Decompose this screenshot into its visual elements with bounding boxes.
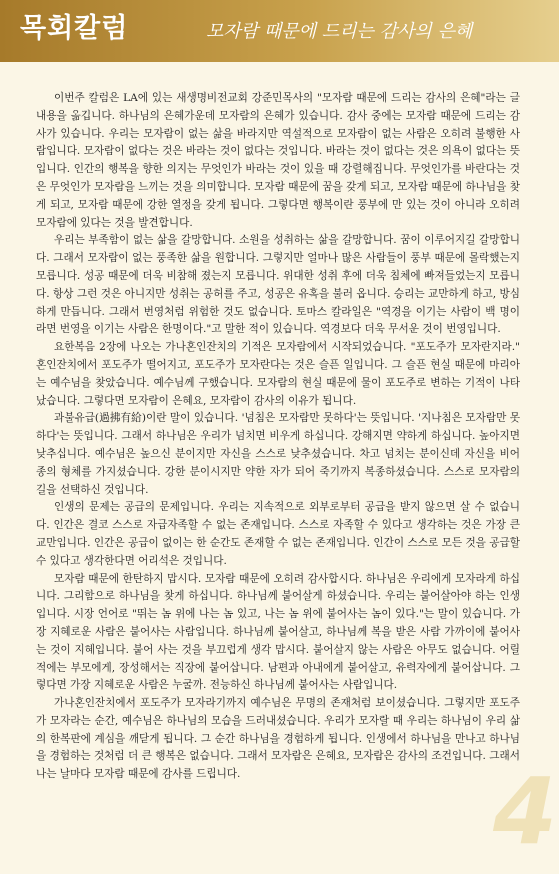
paragraph: 모자람 때문에 한탄하지 맙시다. 모자람 때문에 오히려 감사합시다. 하나님은 우리에게 모자라게 하십니다. 그리함으로 하나님을 찾게 하십니다. 하나님께 붙어살게 하셨습니다. 우리는 붙어살아야 하는 인생입니다. 시장 언어로 "뛰는 놈 위에 나는 놈 있고, 나는 놈 위에 붙어사는 놈이 있다."는 말이 있습니다. 가장 지혜로운 사람은 붙어사는 사람입니다. 하나님께 붙어살고, 하나님께 복을 받은 사람 가까이에 붙어사는 것이 지혜입니다. 붙어 사는 것을 부끄럽게 생각 맙시다. 붙어살지 않는 사람은 아무도 없습니다. 어릴 적에는 부모에게, 장성해서는 직장에 붙어삽니다. 남편과 아내에게 붙어살고, 유력자에게 붙어삽니다. 그렇다면 가장 지혜로운 사람은 누굴까. 전능하신 하나님께 붙어사는 사람입니다. [36, 572, 520, 692]
article-body [36, 90, 520, 784]
paragraph: 인생의 문제는 공급의 문제입니다. 우리는 지속적으로 외부로부터 공급을 받지 않으면 살 수 없습니다. 인간은 결코 스스로 자급자족할 수 없는 존재입니다. 스스로 자족할 수 있다고 생각하는 것은 가장 큰 교만입니다. 인간은 공급이 없이는 한 순간도 존재할 수 없는 존재입니다. 인간이 스스로 모든 것을 공급할 수 있다고 생각한다면 어리석은 것입니다. [36, 501, 520, 567]
article-title: 모자람 때문에 드리는 감사의 은혜 [206, 21, 473, 42]
page-number: 4 [492, 758, 557, 865]
column-title: 목회칼럼 [20, 13, 129, 44]
paragraph: 요한복음 2장에 나오는 가나혼인잔치의 기적은 모자람에서 시작되었습니다. "포도주가 모자란지라." 혼인잔치에서 포도주가 떨어지고, 포도주가 모자란다는 것은 슬픈 일입니다. 그 슬픈 현실 때문에 마리아는 예수님을 찾았습니다. 예수님께 구했습니다. 모자람의 현실 때문에 물이 포도주로 변하는 기적이 나타났습니다. 그렇다면 모자람이 은혜요, 모자람이 감사의 이유가 됩니다. [36, 341, 520, 407]
paragraph: 우리는 부족함이 없는 삶을 갈망합니다. 소원을 성취하는 삶을 갈망합니다. 꿈이 이루어지길 갈망합니다. 그래서 모자람이 없는 풍족한 삶을 원합니다. 그렇지만 얼마나 많은 사람들이 풍부 때문에 몰락했는지 모릅니다. 성공 때문에 더욱 비참해 졌는지 모릅니다. 위대한 성취 후에 더욱 침체에 빠져들었는지 모릅니다. 항상 그런 것은 아니지만 성취는 공허를 주고, 성공은 유혹을 불러 옵니다. 승리는 교만하게 하고, 방심하게 만듭니다. 그래서 번영처럼 위험한 것도 없습니다. 토마스 칼라일은 "역경을 이기는 사람이 백 명이라면 번영을 이기는 사람은 한명이다."고 말한 적이 있습니다. 역경보다 더욱 무서운 것이 번영입니다. [36, 234, 520, 336]
paragraph: 가나혼인잔치에서 포도주가 모자라기까지 예수님은 무명의 존재처럼 보이셨습니다. 그렇지만 포도주가 모자라는 순간, 예수님은 하나님의 모습을 드러내셨습니다. 우리가 모자랄 때 우리는 하나님이 우리 삶의 한복판에 계심을 깨닫게 됩니다. 그 순간 하나님을 경험하게 됩니다. 인생에서 하나님을 만나고 하나님을 경험하는 것처럼 더 큰 행복은 없습니다. 그래서 모자람은 은혜요, 모자람은 감사의 조건입니다. 그래서 나는 날마다 모자람 때문에 감사를 드립니다. [36, 697, 520, 781]
paragraph: 이번주 칼럼은 LA에 있는 새생명비전교회 강준민목사의 "모자람 때문에 드리는 감사의 은혜"라는 글 내용을 옮깁니다. 하나님의 은혜가운데 모자람의 은혜가 있습니다. 감사 중에는 모자람 때문에 드리는 감사가 있습니다. 우리는 모자람이 없는 삶을 바라지만 역설적으로 모자람이 없는 사람은 오히려 불행한 사람입니다. 모자람이 없다는 것은 바라는 것이 없다는 것입니다. 바라는 것이 없다는 것은 의욕이 없다는 뜻입니다. 인간의 행복을 향한 의지는 무엇인가 바라는 것이 있을 때 강렬해집니다. 무엇인가를 바란다는 것은 무엇인가 모자람을 느끼는 것을 의미합니다. 모자람 때문에 꿈을 갖게 되고, 모자람 때문에 하나님을 찾게 되고, 모자람 때문에 강한 열정을 갖게 됩니다. 그렇다면 행복이란 풍부에 만 있는 것이 아니라 오히려 모자람에 있다는 것을 발견합니다. [36, 92, 520, 229]
paragraph: 과불유급(過拂有給)이란 말이 있습니다. '넘침은 모자람만 못하다'는 뜻입니다. '지나침은 모자람만 못하다'는 뜻입니다. 그래서 하나님은 우리가 넘치면 비우게 하십니다. 강해지면 약하게 하십니다. 높아지면 낮추십니다. 예수님은 높으신 분이지만 자신을 스스로 낮추셨습니다. 차고 넘치는 분이신데 자신을 비어 종의 형체를 가지셨습니다. 강한 분이시지만 약한 자가 되어 죽기까지 복종하셨습니다. 스스로 모자람의 길을 선택하신 것입니다. [36, 412, 520, 496]
column-header-banner [0, 0, 559, 62]
